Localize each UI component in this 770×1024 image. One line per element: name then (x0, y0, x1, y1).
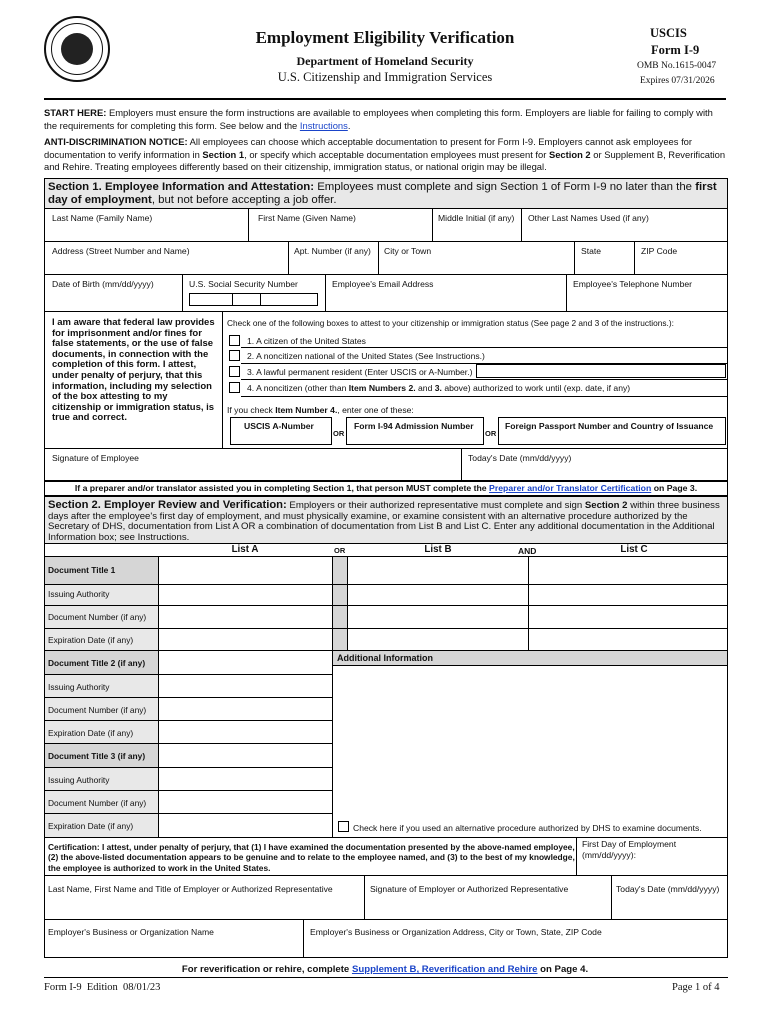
issuing-authority-2-label: Issuing Authority (48, 682, 110, 692)
doc-title-1-label: Document Title 1 (48, 565, 116, 575)
employee-date-label: Today's Date (mm/dd/yyyy) (468, 453, 572, 463)
doc-number-3-label: Document Number (if any) (48, 798, 147, 808)
email-label: Employee's Email Address (332, 279, 434, 289)
phone-label: Employee's Telephone Number (573, 279, 692, 289)
issuing-authority-1-label: Issuing Authority (48, 589, 110, 599)
last-name-field[interactable] (45, 226, 247, 240)
reverification-notice: For reverification or rehire, complete Supplement B, Reverification and Rehire on Page 4. (181, 964, 589, 975)
uscis-a-number-field[interactable] (476, 364, 726, 378)
or-separator-2: OR (485, 429, 497, 438)
uscis-label: USCIS (650, 26, 687, 40)
dob-label: Date of Birth (mm/dd/yyyy) (52, 279, 154, 289)
apt-label: Apt. Number (if any) (294, 246, 371, 256)
list-b-header: List B (424, 544, 452, 555)
preparer-certification-link[interactable]: Preparer and/or Translator Certification (489, 483, 652, 493)
uscis-a-number-label: USCIS A-Number (244, 421, 314, 431)
city-field[interactable] (380, 259, 573, 273)
or-separator-1: OR (333, 429, 345, 438)
noncitizen-national-checkbox[interactable] (229, 350, 240, 361)
employee-date-field[interactable] (463, 465, 727, 479)
preparer-notice: If a preparer and/or translator assisted you in completing Section 1, that person MUST complete the Preparer and/or Translator Certification on Page 3. (74, 483, 698, 493)
address-label: Address (Street Number and Name) (52, 246, 190, 256)
expiration-3-label: Expiration Date (if any) (48, 821, 134, 831)
employer-date-field[interactable] (613, 897, 727, 918)
permanent-resident-label: 3. A lawful permanent resident (Enter USCIS or A-Number.) (247, 367, 473, 377)
noncitizen-authorized-label: 4. A noncitizen (other than Item Numbers 2. and 3. above) authorized to work until (exp. date, if any) (247, 383, 631, 393)
additional-info-label: Additional Information (337, 653, 433, 663)
alternative-procedure-label: Check here if you used an alternative procedure authorized by DHS to examine documents. (353, 823, 702, 833)
employer-name-label: Last Name, First Name and Title of Employer or Authorized Representative (48, 884, 333, 894)
item-4-instructions: If you check Item Number 4., enter one of these: (227, 405, 414, 415)
doc-number-2-label: Document Number (if any) (48, 705, 147, 715)
section-2-heading: Section 2. Employer Review and Verification: Employers or their authorized representative must complete and sign Section 2 within three business days after the employee's first day of employment, and must physically examine, or examine consistent with an alternative procedure authorized by the Secretary of DHS, documentation from List A OR a combination of documentation from List B and List C. Enter any additional documentation in the Additional Information box; see Instructions. (48, 499, 720, 543)
expiration-2-label: Expiration Date (if any) (48, 728, 134, 738)
apt-field[interactable] (290, 259, 377, 273)
supplement-b-link[interactable]: Supplement B, Reverification and Rehire (351, 964, 538, 975)
additional-info-field[interactable] (335, 667, 726, 817)
doc-title-2-label: Document Title 2 (if any) (48, 658, 146, 668)
instructions-link[interactable]: Instructions (299, 119, 348, 131)
section-1-heading: Section 1. Employee Information and Attestation: Employees must complete and sign Section 1 of Form I-9 no later than the first day of employment, but not before accepting a job offer. (48, 181, 717, 206)
doc-title-3-label: Document Title 3 (if any) (48, 751, 146, 761)
employer-signature-field[interactable] (366, 897, 610, 918)
citizen-option-label: 1. A citizen of the United States (247, 336, 366, 346)
other-names-label: Other Last Names Used (if any) (528, 213, 649, 223)
alternative-procedure-checkbox[interactable] (338, 821, 349, 832)
doc-number-1-label: Document Number (if any) (48, 612, 147, 622)
list-or-label: OR (334, 546, 346, 555)
phone-field[interactable] (568, 292, 727, 310)
email-field[interactable] (327, 292, 565, 310)
passport-number-label: Foreign Passport Number and Country of Issuance (505, 421, 714, 431)
employer-date-label: Today's Date (mm/dd/yyyy) (616, 884, 720, 894)
form-title: Employment Eligibility Verification (255, 28, 515, 47)
employer-signature-label: Signature of Employer or Authorized Representative (370, 884, 569, 894)
list-a-doc-title-1-field[interactable] (160, 558, 331, 583)
form-number: Form I-9 (651, 43, 700, 57)
business-name-label: Employer's Business or Organization Name (48, 927, 214, 937)
noncitizen-authorized-checkbox[interactable] (229, 382, 240, 393)
dob-field[interactable] (45, 292, 181, 310)
omb-number: OMB No.1615-0047 (637, 61, 717, 71)
list-and-label: AND (518, 546, 537, 556)
certification-statement: Certification: I attest, under penalty of perjury, that (1) I have examined the documentation presented by the above-named employee, (2) the above-listed documentation appears to be genuine and to relate to the employee named, and (3) to the best of my knowledge, the employee is authorized to work in the United States. (48, 842, 575, 873)
zip-label: ZIP Code (641, 246, 678, 256)
page-number: Page 1 of 4 (672, 982, 720, 993)
list-b-doc-title-field[interactable] (349, 558, 527, 583)
first-day-label: First Day of Employment (mm/dd/yyyy): (582, 839, 677, 860)
address-field[interactable] (45, 259, 287, 273)
zip-field[interactable] (636, 259, 727, 273)
form-edition: Form I-9 Edition 08/01/23 (44, 982, 161, 993)
list-c-header: List C (620, 544, 648, 555)
list-a-header: List A (231, 544, 259, 555)
business-address-label: Employer's Business or Organization Address, City or Town, State, ZIP Code (310, 927, 602, 937)
state-label: State (581, 246, 602, 256)
employee-signature-field[interactable] (45, 465, 460, 479)
state-field[interactable] (576, 259, 633, 273)
employer-name-field[interactable] (45, 897, 363, 918)
attestation-statement: I am aware that federal law provides for imprisonment and/or fines for false statements, or the use of false documents, in connection with the completion of this form. I attest, under penalty of perjury, that this information, including my selection of the box attesting to my citizenship or immigration status, is true and correct. (52, 317, 215, 424)
last-name-label: Last Name (Family Name) (52, 213, 153, 223)
ssn-field[interactable] (189, 293, 318, 306)
expiration-1-label: Expiration Date (if any) (48, 635, 134, 645)
ssn-label: U.S. Social Security Number (189, 279, 298, 289)
noncitizen-national-label: 2. A noncitizen national of the United States (See Instructions.) (247, 351, 485, 361)
agency-name: U.S. Citizenship and Immigration Services (277, 70, 493, 84)
middle-initial-label: Middle Initial (if any) (438, 213, 515, 223)
other-names-field[interactable] (523, 226, 727, 240)
city-label: City or Town (384, 246, 432, 256)
anti-discrimination-notice: ANTI-DISCRIMINATION NOTICE: All employees can choose which acceptable documentation to present for Form I-9. Employers cannot ask employees for documentation to verify information in Section 1, or specify which acceptable documentation employees must present for Section 2 or Supplement B, Reverification and Rehire. Treating employees differently based on their citizenship, immigration status, or national origin may be illegal. (44, 136, 726, 172)
business-name-field[interactable] (45, 940, 302, 957)
list-c-doc-title-field[interactable] (530, 558, 727, 583)
middle-initial-field[interactable] (434, 226, 520, 240)
first-name-label: First Name (Given Name) (258, 213, 356, 223)
employee-signature-label: Signature of Employee (52, 453, 139, 463)
first-name-field[interactable] (250, 226, 431, 240)
permanent-resident-checkbox[interactable] (229, 366, 240, 377)
citizen-checkbox[interactable] (229, 335, 240, 346)
issuing-authority-3-label: Issuing Authority (48, 775, 110, 785)
i94-number-label: Form I-94 Admission Number (354, 421, 474, 431)
start-here-notice: START HERE: Employers must ensure the form instructions are available to employees when completing this form. Employers are liable for failing to comply with the requirements for completing this form. See below and the Instructions. (44, 107, 713, 131)
citizenship-instructions: Check one of the following boxes to attest to your citizenship or immigration status (See page 2 and 3 of the instructions.): (227, 318, 674, 328)
business-address-field[interactable] (305, 940, 727, 957)
expiration-date: Expires 07/31/2026 (640, 76, 715, 86)
department-name: Department of Homeland Security (296, 54, 474, 68)
